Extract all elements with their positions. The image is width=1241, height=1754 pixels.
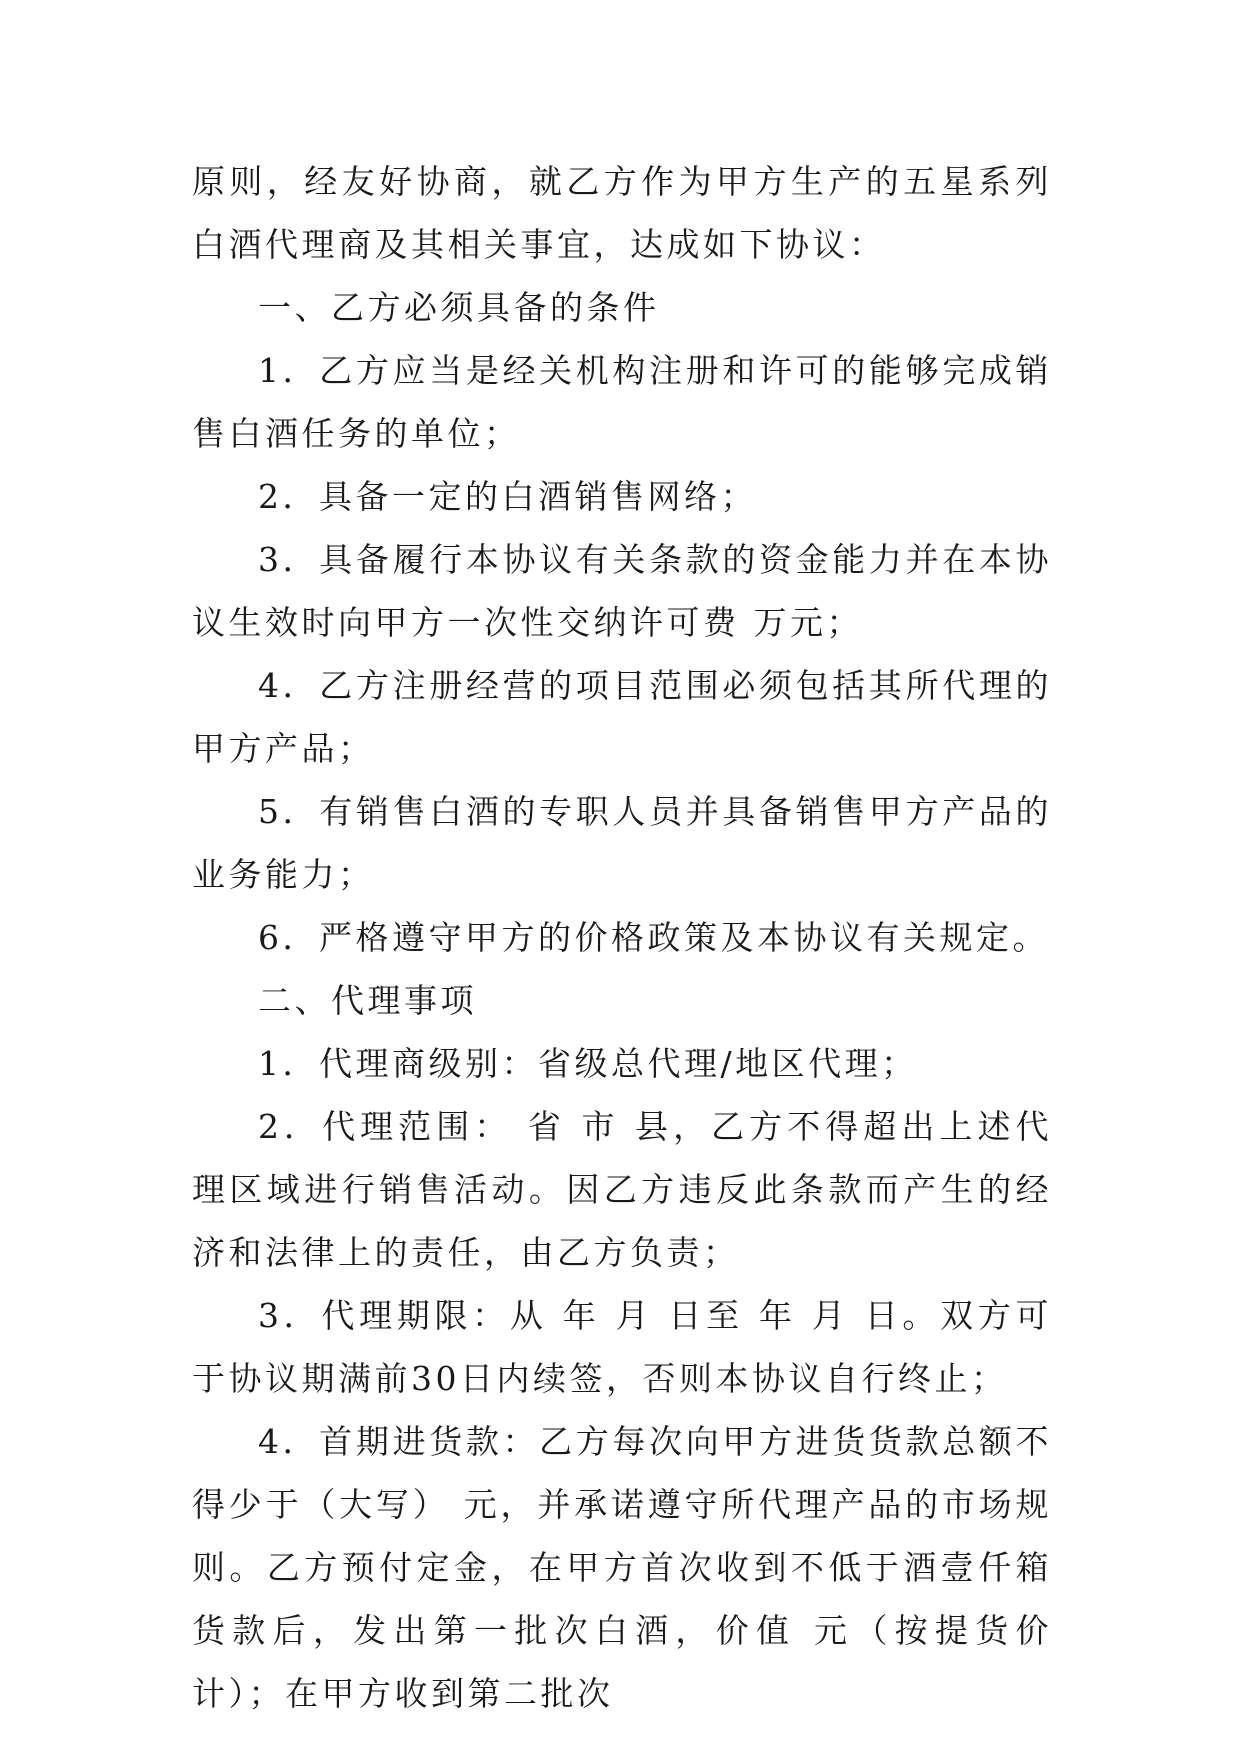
document-body (192, 150, 1052, 1725)
agency-item-4: 4．首期进货款：乙方每次向甲方进货货款总额不得少于（大写） 元，并承诺遵守所代理产品的市场规则。乙方预付定金，在甲方首次收到不低于酒壹仟箱货款后，发出第一批次白酒，价值 元（按提货价计）；在甲方收到第二批次 (192, 1422, 1052, 1713)
condition-item-2: 2．具备一定的白酒销售网络； (258, 477, 757, 516)
section-heading-agency-matters: 二、代理事项 (258, 981, 477, 1020)
condition-item-6: 6．严格遵守甲方的价格政策及本协议有关规定。 (258, 918, 1049, 957)
agency-item-3: 3．代理期限：从 年 月 日至 年 月 日。双方可于协议期满前30日内续签，否则本协议自行终止； (192, 1296, 1052, 1398)
condition-item-3: 3．具备履行本协议有关条款的资金能力并在本协议生效时向甲方一次性交纳许可费 万元； (192, 540, 1052, 642)
condition-item-1: 1．乙方应当是经关机构注册和许可的能够完成销售白酒任务的单位； (192, 351, 1052, 453)
condition-item-4: 4．乙方注册经营的项目范围必须包括其所代理的甲方产品； (192, 666, 1052, 768)
section-heading-conditions: 一、乙方必须具备的条件 (258, 288, 660, 327)
agency-item-1: 1．代理商级别：省级总代理/地区代理； (258, 1044, 918, 1083)
paragraph-intro-continued: 原则，经友好协商，就乙方作为甲方生产的五星系列白酒代理商及其相关事宜，达成如下协议： (192, 162, 1052, 264)
condition-item-5: 5．有销售白酒的专职人员并具备销售甲方产品的业务能力； (192, 792, 1052, 894)
agency-item-2: 2．代理范围： 省 市 县，乙方不得超出上述代理区域进行销售活动。因乙方违反此条款而产生的经济和法律上的责任，由乙方负责； (192, 1107, 1052, 1272)
